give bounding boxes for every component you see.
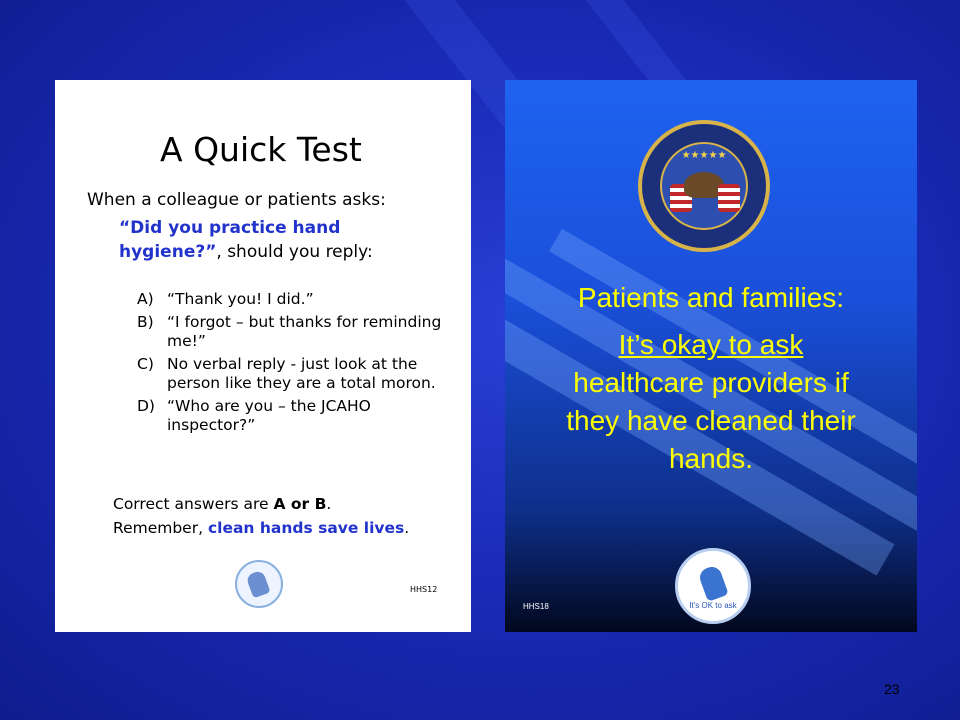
poster-code: HHS12 bbox=[410, 585, 438, 594]
poster-question bbox=[119, 216, 449, 264]
option-a: A) “Thank you! I did.” bbox=[137, 290, 314, 308]
correct-answer-line: Correct answers are A or B. bbox=[113, 495, 332, 513]
seal-inner bbox=[660, 142, 748, 230]
answer-options bbox=[137, 290, 457, 439]
poster-message bbox=[505, 326, 917, 478]
question-highlight: “Did you practice hand hygiene?” bbox=[119, 218, 341, 262]
flag-icon bbox=[718, 184, 740, 212]
poster-headline: Patients and families: bbox=[577, 282, 845, 313]
option-d: D) “Who are you – the JCAHO inspector?” bbox=[137, 397, 371, 434]
option-b: B) “I forgot – but thanks for reminding me!” bbox=[137, 313, 442, 350]
poster-code: HHS18 bbox=[523, 602, 549, 611]
message-underlined: It’s okay to ask bbox=[618, 329, 804, 360]
hand-icon bbox=[245, 570, 270, 599]
message-rest: healthcare providers if they have cleaned their hands. bbox=[566, 367, 856, 474]
cleanyourhands-badge-icon bbox=[675, 548, 751, 624]
option-c: C) No verbal reply - just look at the person like they are a total moron. bbox=[137, 355, 436, 392]
quick-test-poster bbox=[55, 80, 471, 632]
stars-icon: ★★★★★ bbox=[681, 150, 727, 161]
patients-families-poster bbox=[505, 80, 917, 632]
badge-tagline: It's OK to ask bbox=[689, 601, 737, 610]
correct-answers bbox=[113, 492, 409, 540]
va-seal-icon bbox=[638, 120, 770, 252]
hand-icon bbox=[697, 564, 729, 602]
page-number: 23 bbox=[884, 681, 900, 697]
question-rest: , should you reply: bbox=[216, 242, 373, 262]
cleanyourhands-logo-icon bbox=[235, 560, 283, 608]
remember-line: Remember, clean hands save lives. bbox=[113, 519, 410, 537]
poster-title: A Quick Test bbox=[160, 130, 362, 169]
poster-intro: When a colleague or patients asks: bbox=[87, 190, 386, 210]
